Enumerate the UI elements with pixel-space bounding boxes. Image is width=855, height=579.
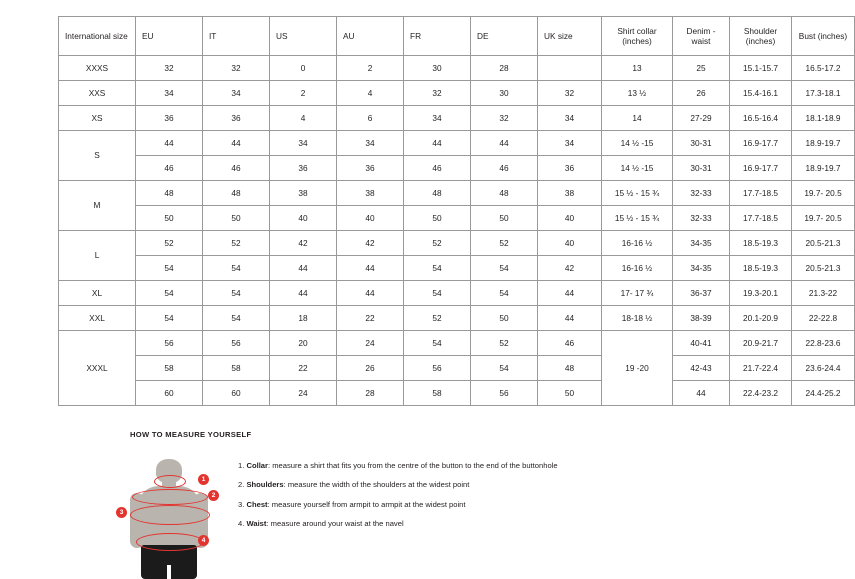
cell-collar: 14 [602, 106, 673, 131]
cell-denim: 36-37 [673, 281, 730, 306]
cell-international-size: XS [59, 106, 136, 131]
cell-collar: 13 ½ [602, 81, 673, 106]
cell-fr: 54 [404, 281, 471, 306]
table-row [59, 231, 855, 256]
cell-au: 38 [337, 181, 404, 206]
cell-fr: 32 [404, 81, 471, 106]
cell-us: 20 [270, 331, 337, 356]
cell-it: 46 [203, 156, 270, 181]
table-row [59, 256, 855, 281]
cell-shoulder: 18.5-19.3 [730, 256, 792, 281]
cell-eu: 46 [136, 156, 203, 181]
cell-de: 54 [471, 256, 538, 281]
cell-eu: 32 [136, 56, 203, 81]
table-body [59, 56, 855, 406]
cell-uk: 40 [538, 231, 602, 256]
col-header-shoulder: Shoulder (inches) [730, 17, 792, 56]
cell-fr: 44 [404, 131, 471, 156]
table-row [59, 56, 855, 81]
cell-bust: 19.7- 20.5 [792, 181, 855, 206]
cell-fr: 30 [404, 56, 471, 81]
cell-bust: 16.5-17.2 [792, 56, 855, 81]
body-figure-illustration [110, 445, 230, 575]
cell-shoulder: 18.5-19.3 [730, 231, 792, 256]
cell-de: 32 [471, 106, 538, 131]
instruction-shoulders-number: 2 [238, 480, 243, 490]
table-row [59, 206, 855, 231]
cell-shoulder: 17.7-18.5 [730, 206, 792, 231]
cell-au: 26 [337, 356, 404, 381]
instruction-chest-text: : measure yourself from armpit to armpit at the widest point [267, 499, 466, 509]
bullet-3-chest: 3 [116, 507, 127, 518]
cell-shoulder: 16.9-17.7 [730, 156, 792, 181]
shoulder-measure-line [132, 489, 208, 505]
cell-bust: 17.3-18.1 [792, 81, 855, 106]
cell-us: 36 [270, 156, 337, 181]
cell-it: 50 [203, 206, 270, 231]
table-row [59, 306, 855, 331]
cell-au: 22 [337, 306, 404, 331]
cell-denim: 34-35 [673, 231, 730, 256]
col-header-eu: EU [136, 17, 203, 56]
cell-au: 6 [337, 106, 404, 131]
cell-eu: 48 [136, 181, 203, 206]
waist-measure-line [136, 533, 204, 551]
col-header-uk-size: UK size [538, 17, 602, 56]
cell-bust: 22.8-23.6 [792, 331, 855, 356]
cell-collar: 17- 17 ¾ [602, 281, 673, 306]
cell-uk: 34 [538, 106, 602, 131]
cell-fr: 52 [404, 231, 471, 256]
cell-uk: 44 [538, 306, 602, 331]
cell-eu: 36 [136, 106, 203, 131]
col-header-it: IT [203, 17, 270, 56]
bullet-2-shoulders: 2 [208, 490, 219, 501]
cell-fr: 58 [404, 381, 471, 406]
instruction-waist-dot: . [242, 518, 247, 528]
cell-bust: 18.9-19.7 [792, 156, 855, 181]
cell-denim: 40-41 [673, 331, 730, 356]
cell-collar: 15 ½ - 15 ¾ [602, 181, 673, 206]
cell-us: 0 [270, 56, 337, 81]
cell-it: 54 [203, 281, 270, 306]
cell-shoulder: 15.1-15.7 [730, 56, 792, 81]
cell-it: 58 [203, 356, 270, 381]
cell-uk: 34 [538, 131, 602, 156]
cell-denim: 30-31 [673, 156, 730, 181]
cell-it: 44 [203, 131, 270, 156]
cell-fr: 46 [404, 156, 471, 181]
cell-denim: 44 [673, 381, 730, 406]
cell-collar: 15 ½ - 15 ¾ [602, 206, 673, 231]
cell-eu: 58 [136, 356, 203, 381]
cell-de: 30 [471, 81, 538, 106]
cell-international-size: S [59, 131, 136, 181]
cell-eu: 34 [136, 81, 203, 106]
cell-it: 34 [203, 81, 270, 106]
cell-au: 4 [337, 81, 404, 106]
cell-international-size: XL [59, 281, 136, 306]
cell-shoulder: 16.5-16.4 [730, 106, 792, 131]
cell-it: 54 [203, 306, 270, 331]
table-row [59, 181, 855, 206]
cell-de: 52 [471, 331, 538, 356]
cell-it: 56 [203, 331, 270, 356]
table-header-row [59, 17, 855, 56]
how-to-measure-title: HOW TO MEASURE YOURSELF [130, 430, 252, 439]
collar-measure-line [154, 475, 186, 488]
cell-de: 54 [471, 356, 538, 381]
cell-au: 44 [337, 256, 404, 281]
cell-us: 4 [270, 106, 337, 131]
cell-denim: 32-33 [673, 181, 730, 206]
figure-shorts-split [167, 565, 171, 579]
measure-instructions-list [238, 445, 558, 538]
cell-fr: 56 [404, 356, 471, 381]
instruction-waist-term: Waist [246, 518, 267, 528]
instruction-collar-dot: . [242, 461, 247, 470]
col-header-de: DE [471, 17, 538, 56]
cell-au: 24 [337, 331, 404, 356]
cell-it: 36 [203, 106, 270, 131]
cell-collar: 14 ½ -15 [602, 131, 673, 156]
cell-international-size: XXS [59, 81, 136, 106]
cell-uk: 36 [538, 156, 602, 181]
instruction-shoulders-text: : measure the width of the shoulders at the widest point [283, 480, 470, 490]
cell-denim: 34-35 [673, 256, 730, 281]
cell-us: 2 [270, 81, 337, 106]
bullet-1-collar: 1 [198, 474, 209, 485]
instruction-chest-number: 3 [238, 499, 243, 509]
instruction-chest-dot: . [242, 499, 247, 509]
col-header-au: AU [337, 17, 404, 56]
instruction-waist-text: : measure around your waist at the navel [266, 518, 404, 528]
cell-de: 56 [471, 381, 538, 406]
cell-fr: 48 [404, 181, 471, 206]
cell-denim: 42-43 [673, 356, 730, 381]
cell-bust: 18.9-19.7 [792, 131, 855, 156]
instruction-shoulders-dot: . [242, 480, 247, 490]
cell-uk: 40 [538, 206, 602, 231]
cell-uk: 38 [538, 181, 602, 206]
cell-eu: 54 [136, 256, 203, 281]
instruction-shoulders-term: Shoulders [246, 480, 284, 490]
cell-international-size: L [59, 231, 136, 281]
cell-de: 44 [471, 131, 538, 156]
cell-shoulder: 20.9-21.7 [730, 331, 792, 356]
cell-us: 24 [270, 381, 337, 406]
cell-it: 52 [203, 231, 270, 256]
bullet-4-waist: 4 [198, 535, 209, 546]
cell-us: 42 [270, 231, 337, 256]
cell-shoulder: 19.3-20.1 [730, 281, 792, 306]
cell-denim: 25 [673, 56, 730, 81]
cell-fr: 52 [404, 306, 471, 331]
cell-fr: 34 [404, 106, 471, 131]
size-chart-table [58, 16, 855, 406]
cell-bust: 21.3-22 [792, 281, 855, 306]
cell-collar: 13 [602, 56, 673, 81]
cell-fr: 50 [404, 206, 471, 231]
cell-uk: 46 [538, 331, 602, 356]
cell-shoulder: 21.7-22.4 [730, 356, 792, 381]
col-header-shirt-collar: Shirt collar (inches) [602, 17, 673, 56]
cell-bust: 24.4-25.2 [792, 381, 855, 406]
cell-bust: 20.5-21.3 [792, 256, 855, 281]
cell-au: 34 [337, 131, 404, 156]
cell-de: 50 [471, 306, 538, 331]
cell-shoulder: 15.4-16.1 [730, 81, 792, 106]
cell-denim: 32-33 [673, 206, 730, 231]
cell-de: 50 [471, 206, 538, 231]
cell-de: 52 [471, 231, 538, 256]
col-header-fr: FR [404, 17, 471, 56]
cell-eu: 56 [136, 331, 203, 356]
cell-us: 18 [270, 306, 337, 331]
cell-it: 48 [203, 181, 270, 206]
cell-shoulder: 22.4-23.2 [730, 381, 792, 406]
cell-us: 22 [270, 356, 337, 381]
table-row [59, 106, 855, 131]
cell-de: 48 [471, 181, 538, 206]
cell-bust: 20.5-21.3 [792, 231, 855, 256]
cell-bust: 18.1-18.9 [792, 106, 855, 131]
cell-uk [538, 56, 602, 81]
cell-bust: 22-22.8 [792, 306, 855, 331]
cell-au: 2 [337, 56, 404, 81]
cell-de: 46 [471, 156, 538, 181]
cell-bust: 23.6-24.4 [792, 356, 855, 381]
cell-shoulder: 17.7-18.5 [730, 181, 792, 206]
cell-it: 54 [203, 256, 270, 281]
cell-fr: 54 [404, 256, 471, 281]
table-row [59, 331, 855, 356]
cell-uk: 50 [538, 381, 602, 406]
cell-international-size: XXL [59, 306, 136, 331]
chest-measure-line [130, 505, 210, 525]
cell-au: 36 [337, 156, 404, 181]
cell-us: 38 [270, 181, 337, 206]
col-header-international-size: International size [59, 17, 136, 56]
cell-uk: 32 [538, 81, 602, 106]
instruction-waist [238, 519, 558, 529]
col-header-bust: Bust (inches) [792, 17, 855, 56]
cell-au: 44 [337, 281, 404, 306]
cell-fr: 54 [404, 331, 471, 356]
cell-denim: 30-31 [673, 131, 730, 156]
table-row [59, 281, 855, 306]
table-row [59, 381, 855, 406]
how-to-measure-section [110, 430, 730, 575]
cell-uk: 42 [538, 256, 602, 281]
table-header [59, 17, 855, 56]
instruction-collar-number: 1 [238, 461, 243, 470]
table-row [59, 356, 855, 381]
cell-collar: 16-16 ½ [602, 231, 673, 256]
cell-it: 32 [203, 56, 270, 81]
cell-uk: 44 [538, 281, 602, 306]
cell-denim: 26 [673, 81, 730, 106]
cell-eu: 54 [136, 306, 203, 331]
cell-bust: 19.7- 20.5 [792, 206, 855, 231]
cell-au: 42 [337, 231, 404, 256]
cell-denim: 27-29 [673, 106, 730, 131]
col-header-denim-waist: Denim - waist [673, 17, 730, 56]
cell-eu: 50 [136, 206, 203, 231]
table-row [59, 81, 855, 106]
table-row [59, 156, 855, 181]
cell-international-size: M [59, 181, 136, 231]
instruction-collar [238, 461, 558, 471]
how-to-measure-body [110, 445, 730, 575]
cell-collar: 14 ½ -15 [602, 156, 673, 181]
table-row [59, 131, 855, 156]
cell-international-size: XXXS [59, 56, 136, 81]
instruction-shoulders [238, 480, 558, 490]
cell-eu: 54 [136, 281, 203, 306]
cell-us: 44 [270, 281, 337, 306]
cell-eu: 60 [136, 381, 203, 406]
instruction-chest [238, 500, 558, 510]
instruction-chest-term: Chest [246, 499, 268, 509]
col-header-us: US [270, 17, 337, 56]
cell-uk: 48 [538, 356, 602, 381]
cell-eu: 52 [136, 231, 203, 256]
cell-shoulder: 16.9-17.7 [730, 131, 792, 156]
cell-international-size: XXXL [59, 331, 136, 406]
cell-de: 28 [471, 56, 538, 81]
cell-eu: 44 [136, 131, 203, 156]
cell-us: 44 [270, 256, 337, 281]
cell-denim: 38-39 [673, 306, 730, 331]
cell-it: 60 [203, 381, 270, 406]
cell-au: 40 [337, 206, 404, 231]
cell-shoulder: 20.1-20.9 [730, 306, 792, 331]
instruction-waist-number: 4 [238, 518, 243, 528]
cell-collar: 18-18 ½ [602, 306, 673, 331]
cell-collar: 16-16 ½ [602, 256, 673, 281]
instruction-collar-text: : measure a shirt that fits you from the centre of the button to the end of the buttonhole [268, 461, 558, 470]
cell-de: 54 [471, 281, 538, 306]
instruction-collar-term: Collar [246, 461, 268, 470]
cell-us: 34 [270, 131, 337, 156]
cell-collar: 19 -20 [602, 331, 673, 406]
cell-au: 28 [337, 381, 404, 406]
cell-us: 40 [270, 206, 337, 231]
